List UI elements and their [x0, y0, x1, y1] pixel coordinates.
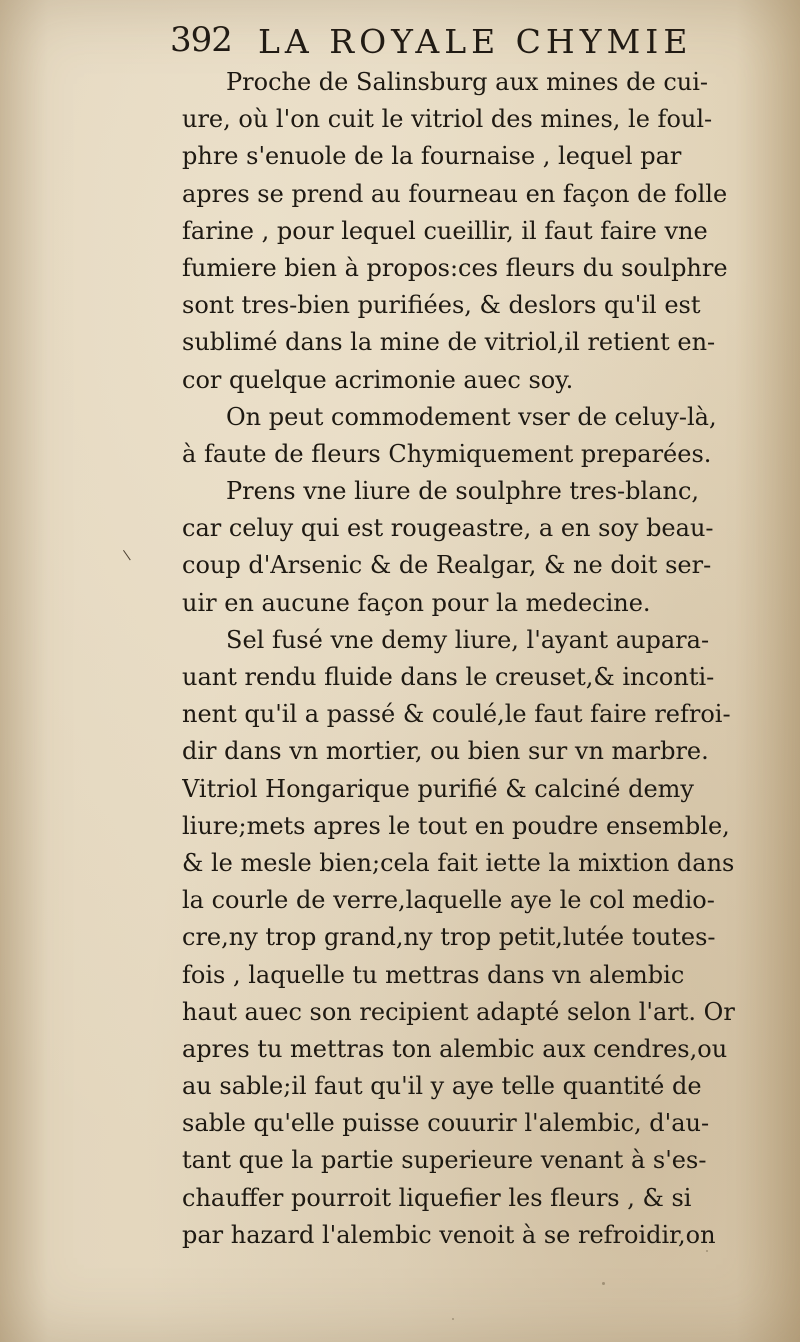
text-line: apres se prend au fourneau en façon de folle — [182, 179, 728, 208]
text-line: sublimé dans la mine de vitriol,il retient en- — [182, 328, 716, 357]
text-line: liure;mets apres le tout en poudre ensemble, — [182, 811, 730, 840]
text-line: & le mesle bien;cela fait iette la mixtion dans — [182, 848, 735, 877]
text-line: à faute de fleurs Chymiquement preparées. — [182, 439, 712, 468]
text-line: dir dans vn mortier, ou bien sur vn marbre. — [182, 737, 709, 766]
text-line: au sable;il faut qu'il y aye telle quantité de — [182, 1072, 702, 1101]
body-text — [182, 64, 782, 1254]
text-line: cre,ny trop grand,ny trop petit,lutée toutes- — [182, 923, 716, 952]
text-line: Sel fusé vne demy liure, l'ayant aupara- — [226, 625, 710, 654]
text-line: Vitriol Hongarique purifié & calciné demy — [182, 774, 694, 803]
text-line: uant rendu fluide dans le creuset,& inconti- — [182, 663, 715, 691]
text-line: par hazard l'alembic venoit à se refroidir,on — [182, 1220, 716, 1249]
text-line: ure, où l'on cuit le vitriol des mines, le foul- — [182, 105, 713, 134]
text-line: Proche de Salinsburg aux mines de cui- — [226, 68, 709, 96]
text-line: cor quelque acrimonie auec soy. — [182, 365, 574, 394]
text-line: farine , pour lequel cueillir, il faut faire vne — [182, 216, 708, 245]
text-line: On peut commodement vser de celuy-là, — [226, 402, 717, 431]
text-line: uir en aucune façon pour la medecine. — [182, 588, 651, 617]
text-line: nent qu'il a passé & coulé,le faut faire refroi- — [182, 700, 731, 729]
margin-mark — [123, 548, 134, 561]
text-line: coup d'Arsenic & de Realgar, & ne doit ser- — [182, 551, 712, 580]
text-line: fumiere bien à propos:ces fleurs du soulphre — [182, 253, 728, 282]
text-line: phre s'enuole de la fournaise , lequel par — [182, 142, 682, 171]
paper-speck — [452, 1318, 454, 1320]
paper-speck — [706, 1250, 708, 1252]
text-line: la courle de verre,laquelle aye le col medio- — [182, 886, 715, 915]
text-line: Prens vne liure de soulphre tres-blanc, — [226, 477, 700, 506]
text-line: sont tres-bien purifiées, & deslors qu'il est — [182, 291, 701, 320]
text-line: car celuy qui est rougeastre, a en soy beau- — [182, 514, 714, 543]
paper-speck — [602, 1282, 605, 1285]
running-head: LA ROYALE CHYMIE — [258, 22, 693, 61]
text-line: tant que la partie superieure venant à s'es- — [182, 1146, 707, 1175]
text-line: sable qu'elle puisse couurir l'alembic, d'au- — [182, 1109, 710, 1138]
page-number: 392 — [170, 20, 232, 60]
text-line: haut auec son recipient adapté selon l'art. Or — [182, 997, 735, 1026]
text-line: fois , laquelle tu mettras dans vn alembic — [182, 960, 685, 989]
text-line: chauffer pourroit liquefier les fleurs , & si — [182, 1183, 692, 1212]
text-line: apres tu mettras ton alembic aux cendres,ou — [182, 1034, 728, 1063]
